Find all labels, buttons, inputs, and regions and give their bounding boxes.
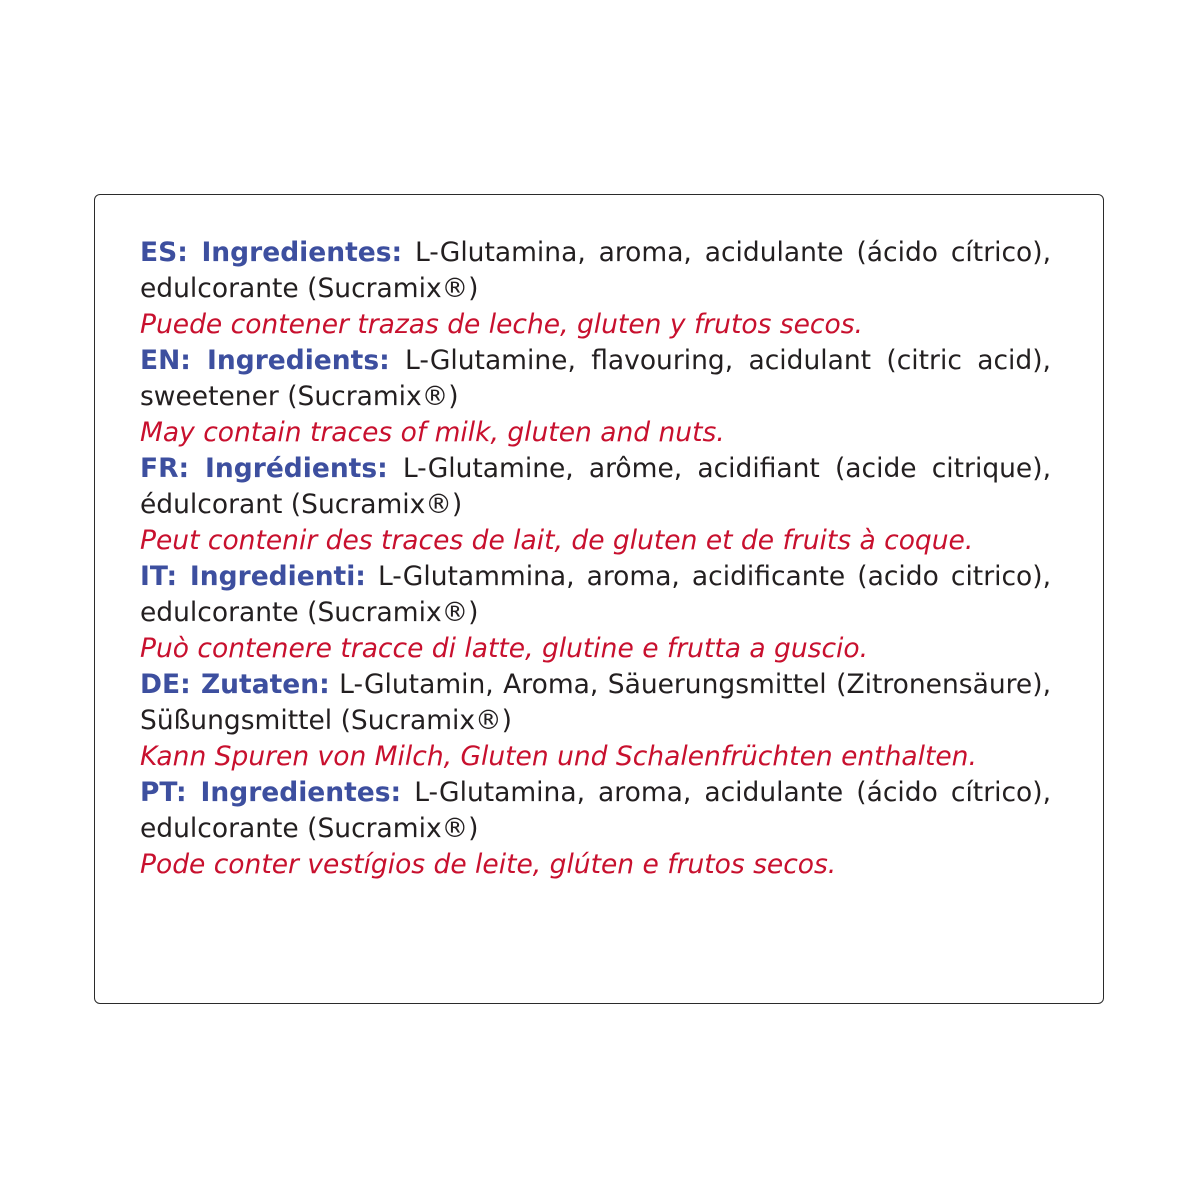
allergens-fr: Peut contenir des traces de lait, de gluten et de fruits à coque. (140, 525, 974, 556)
ingredients-fr (140, 451, 1051, 523)
allergens-es: Puede contener trazas de leche, gluten y frutos secos. (140, 309, 863, 340)
ingredient-label-text (140, 235, 1051, 883)
ingredients-de (140, 667, 1051, 739)
ingredients-text-it: L-Glutammina, aroma, acidificante (acido citrico), edulcorante (Sucramix®) (140, 561, 1051, 628)
heading-de: DE: Zutaten: (140, 669, 330, 700)
heading-en: EN: Ingredients: (140, 345, 390, 376)
ingredients-text-es: L-Glutamina, aroma, acidulante (ácido cítrico), edulcorante (Sucramix®) (140, 237, 1051, 304)
ingredients-text-de: L-Glutamin, Aroma, Säuerungsmittel (Zitronensäure), Süßungsmittel (Sucramix®) (140, 669, 1051, 736)
ingredients-es (140, 235, 1051, 307)
ingredients-text-fr: L-Glutamine, arôme, acidifiant (acide citrique), édulcorant (Sucramix®) (140, 453, 1052, 520)
allergens-it: Può contenere tracce di latte, glutine e frutta a guscio. (140, 633, 869, 664)
heading-es: ES: Ingredientes: (140, 237, 403, 268)
allergens-en: May contain traces of milk, gluten and nuts. (140, 417, 725, 448)
ingredients-pt (140, 775, 1051, 847)
ingredients-en (140, 343, 1051, 415)
ingredients-it (140, 559, 1051, 631)
ingredients-text-pt: L-Glutamina, aroma, acidulante (ácido cítrico), edulcorante (Sucramix®) (140, 777, 1052, 844)
allergens-pt: Pode conter vestígios de leite, glúten e frutos secos. (140, 849, 837, 880)
heading-fr: FR: Ingrédients: (140, 453, 388, 484)
heading-it: IT: Ingredienti: (140, 561, 366, 592)
heading-pt: PT: Ingredientes: (140, 777, 402, 808)
ingredients-text-en: L-Glutamine, flavouring, acidulant (citric acid), sweetener (Sucramix®) (140, 345, 1051, 412)
allergens-de: Kann Spuren von Milch, Gluten und Schalenfrüchten enthalten. (140, 741, 977, 772)
